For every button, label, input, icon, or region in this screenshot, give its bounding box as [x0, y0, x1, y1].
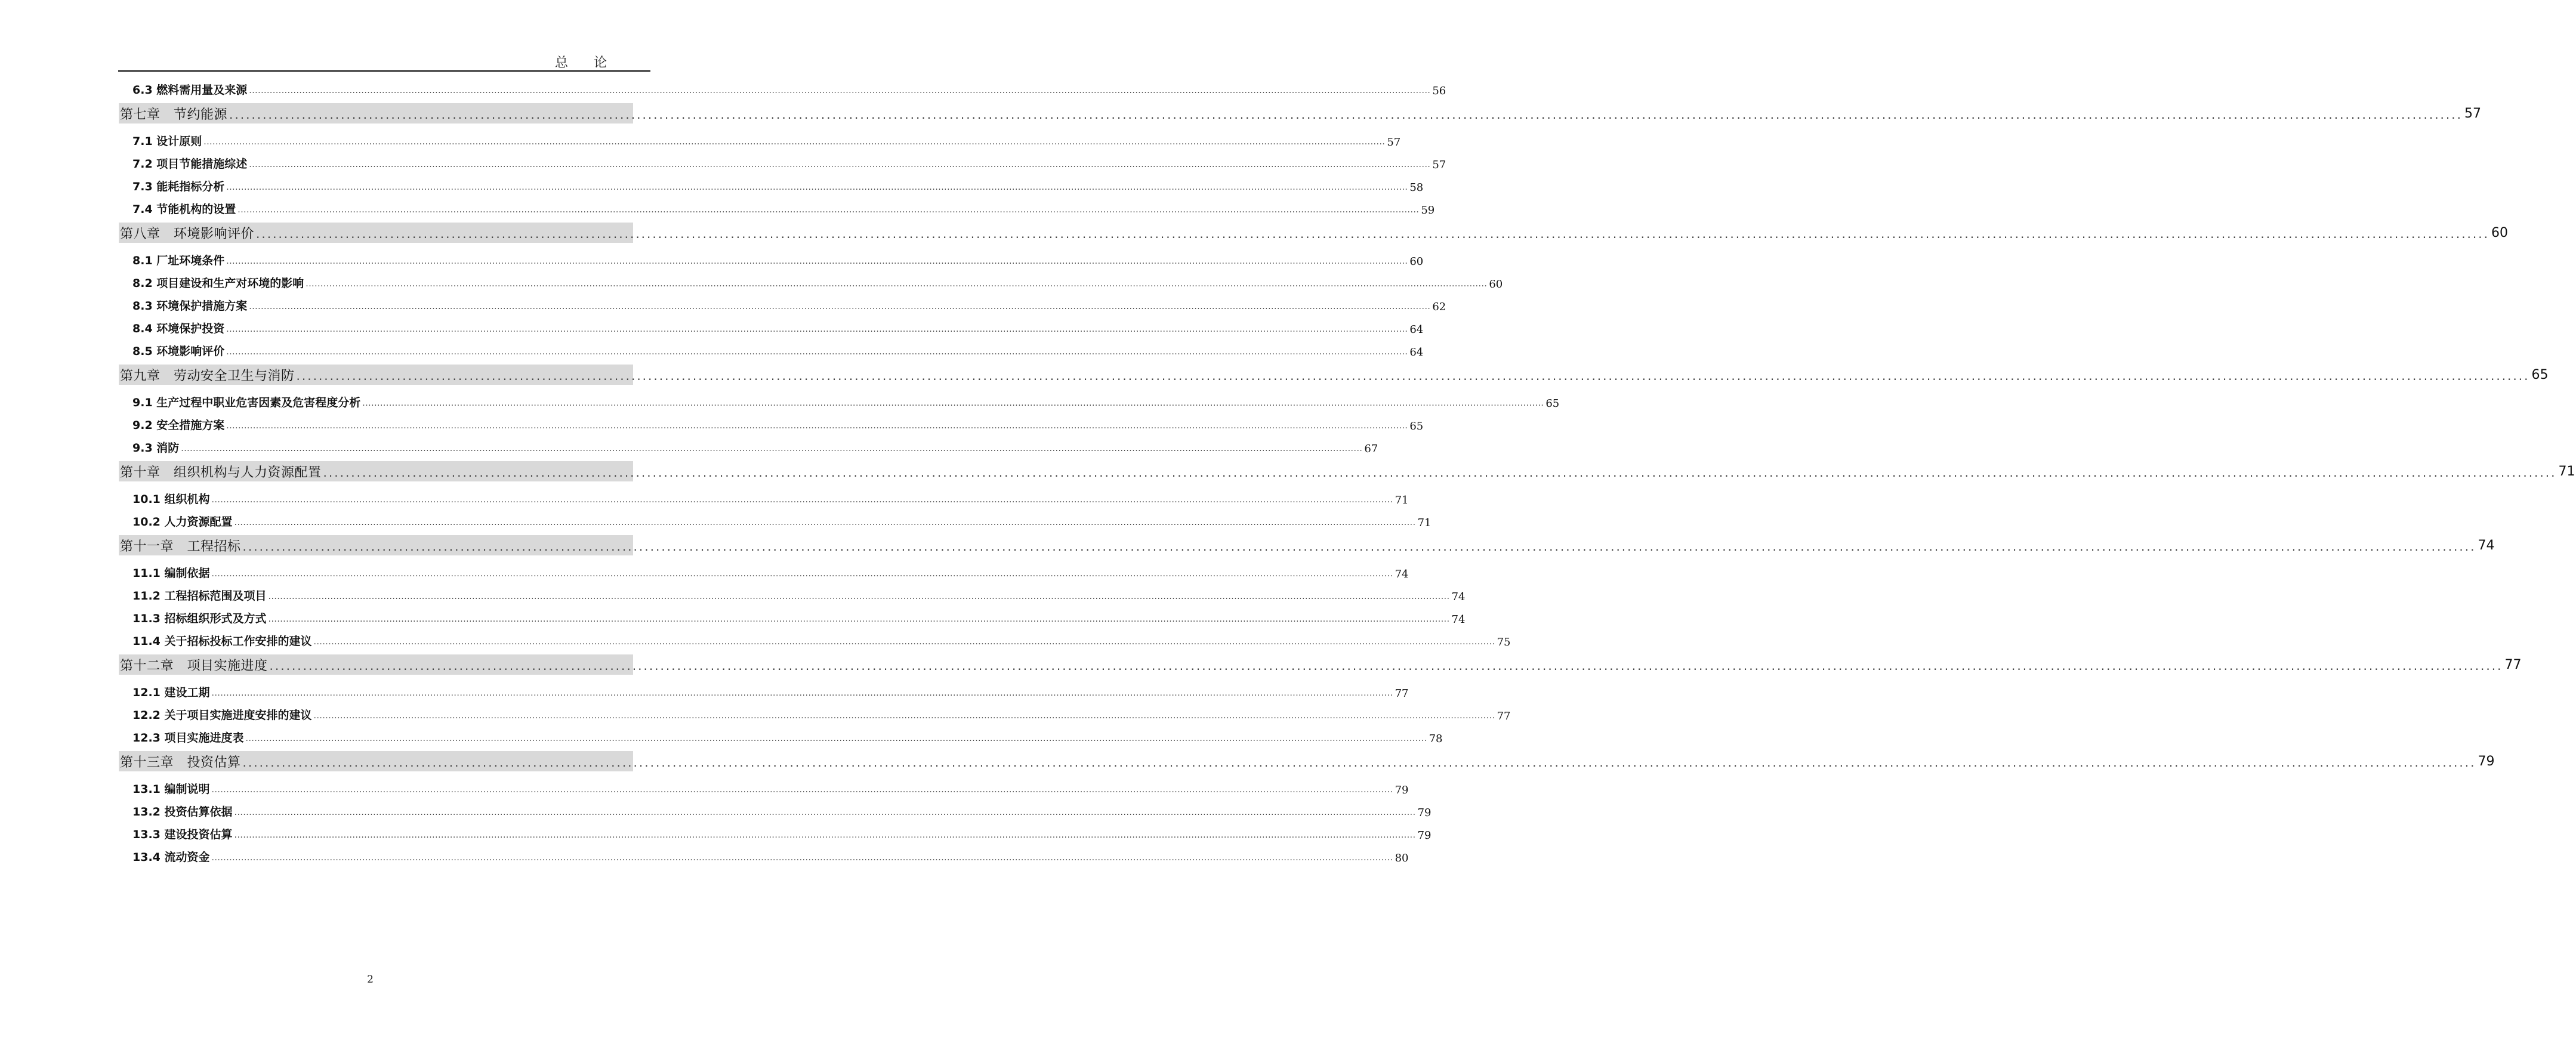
- toc-dot-leader: ................................................................................................................................................................................................................................................................................................................................................................................................................: [234, 518, 1416, 527]
- toc-entry-page-number: 65: [1409, 420, 1424, 433]
- toc-dot-leader: ................................................................................................................................................................................................................................................................................................................................................................................................................: [226, 183, 1408, 192]
- toc-entry-label: 7.3 能耗指标分析: [132, 180, 225, 193]
- toc-dot-leader: ................................................................................................................................................................................................................................................................................................................................................................................................................: [237, 205, 1420, 215]
- toc-entry-page-number: 57: [2464, 106, 2481, 121]
- toc-entry-page-number: 79: [1395, 784, 1409, 796]
- toc-chapter-entry[interactable]: [119, 461, 2575, 481]
- toc-dot-leader: ................................................................................................................................................................................................................................................................................................................................................................................................................: [234, 808, 1416, 817]
- toc-chapter-entry[interactable]: [119, 654, 2522, 675]
- toc-entry-page-number: 65: [1545, 397, 1560, 410]
- toc-entry-page-number: 77: [1497, 710, 1511, 722]
- toc-dot-leader: ................................................................................................................................................................................................................................................................................................................................................................................................................: [211, 853, 1393, 863]
- toc-entry-label: 9.2 安全措施方案: [132, 419, 225, 432]
- toc-dot-leader: ................................................................................................................................................................................................................................................................................................................................................................................................................: [211, 688, 1393, 698]
- toc-dot-leader: ................................................................................................................................................................................................................................................................................................................................................................................................................: [245, 734, 1427, 743]
- toc-dot-leader: ................................................................................................................................................................................................................................................................................................................................................................................................................: [226, 325, 1408, 334]
- toc-chapter-entry[interactable]: [119, 751, 2495, 771]
- toc-section-entry[interactable]: [132, 705, 1511, 722]
- toc-section-entry[interactable]: [132, 682, 1409, 700]
- toc-entry-page-number: 71: [1417, 517, 1432, 529]
- toc-entry-label: 8.4 环境保护投资: [132, 322, 225, 335]
- toc-entry-label: 第七章 节约能源: [120, 107, 228, 122]
- toc-entry-label: 第九章 劳动安全卫生与消防: [120, 368, 295, 384]
- toc-entry-page-number: 57: [1432, 159, 1446, 171]
- toc-entry-page-number: 79: [2478, 753, 2495, 769]
- toc-entry-page-number: 60: [1489, 278, 1503, 291]
- toc-entry-label: 第十二章 项目实施进度: [120, 658, 268, 674]
- toc-section-entry[interactable]: [132, 437, 1378, 455]
- toc-dot-leader: ................................................................................................................................................................................................................................................................................................................................................................................................................: [181, 444, 1363, 453]
- toc-entry-page-number: 79: [1417, 829, 1432, 842]
- toc-section-entry[interactable]: [132, 153, 1446, 171]
- toc-section-entry[interactable]: [132, 824, 1432, 842]
- toc-section-entry[interactable]: [132, 273, 1503, 291]
- toc-dot-leader: ................................................................................................................................................................................................................................................................................................................................................................................................................: [249, 160, 1431, 169]
- toc-entry-label: 10.2 人力资源配置: [132, 515, 233, 529]
- toc-entry-label: 12.3 项目实施进度表: [132, 731, 244, 745]
- toc-entry-label: 11.4 关于招标投标工作安排的建议: [132, 635, 312, 648]
- toc-dot-leader: ................................................................................................................................................................................................................................................................................................................................................................................................................: [242, 755, 2476, 770]
- toc-entry-label: 8.2 项目建设和生产对环境的影响: [132, 277, 304, 290]
- toc-section-entry[interactable]: [132, 631, 1511, 648]
- toc-section-entry[interactable]: [132, 801, 1432, 819]
- toc-entry-page-number: 62: [1432, 301, 1446, 313]
- toc-entry-label: 8.1 厂址环境条件: [132, 254, 225, 267]
- toc-entry-page-number: 57: [1387, 136, 1401, 149]
- toc-entry-label: 12.2 关于项目实施进度安排的建议: [132, 709, 312, 722]
- toc-dot-leader: ................................................................................................................................................................................................................................................................................................................................................................................................................: [249, 302, 1431, 311]
- toc-section-entry[interactable]: [132, 779, 1409, 796]
- toc-dot-leader: ................................................................................................................................................................................................................................................................................................................................................................................................................: [229, 107, 2463, 122]
- toc-chapter-entry[interactable]: [119, 535, 2495, 555]
- toc-dot-leader: ................................................................................................................................................................................................................................................................................................................................................................................................................: [362, 399, 1544, 408]
- toc-entry-label: 11.2 工程招标范围及项目: [132, 589, 267, 603]
- toc-section-entry[interactable]: [132, 415, 1424, 433]
- toc-entry-label: 11.1 编制依据: [132, 567, 210, 580]
- toc-section-entry[interactable]: [132, 318, 1424, 336]
- toc-entry-page-number: 74: [1451, 613, 1466, 626]
- toc-dot-leader: ................................................................................................................................................................................................................................................................................................................................................................................................................: [269, 659, 2503, 673]
- toc-entry-page-number: 60: [2491, 225, 2508, 240]
- toc-entry-page-number: 67: [1364, 443, 1378, 455]
- toc-entry-label: 7.1 设计原则: [132, 135, 202, 148]
- toc-dot-leader: ................................................................................................................................................................................................................................................................................................................................................................................................................: [226, 257, 1408, 266]
- toc-entry-label: 第十章 组织机构与人力资源配置: [120, 465, 322, 480]
- toc-entry-page-number: 71: [1395, 494, 1409, 506]
- toc-entry-page-number: 64: [1409, 323, 1424, 336]
- toc-section-entry[interactable]: [132, 489, 1409, 506]
- toc-entry-label: 9.1 生产过程中职业危害因素及危害程度分析: [132, 396, 361, 409]
- toc-entry-page-number: 75: [1497, 636, 1511, 648]
- toc-dot-leader: ................................................................................................................................................................................................................................................................................................................................................................................................................: [211, 495, 1393, 505]
- toc-entry-label: 第十三章 投资估算: [120, 755, 241, 770]
- toc-section-entry[interactable]: [132, 79, 1446, 97]
- toc-dot-leader: ................................................................................................................................................................................................................................................................................................................................................................................................................: [323, 465, 2557, 480]
- toc-entry-page-number: 74: [1451, 591, 1466, 603]
- toc-entry-page-number: 77: [1395, 687, 1409, 700]
- toc-section-entry[interactable]: [132, 847, 1409, 864]
- toc-dot-leader: ................................................................................................................................................................................................................................................................................................................................................................................................................: [234, 830, 1416, 840]
- toc-entry-label: 10.1 组织机构: [132, 493, 210, 506]
- toc-section-entry[interactable]: [132, 585, 1466, 603]
- toc-entry-label: 第十一章 工程招标: [120, 539, 241, 554]
- toc-entry-label: 第八章 环境影响评价: [120, 226, 255, 242]
- toc-entry-label: 13.4 流动资金: [132, 851, 210, 864]
- header-rule: [118, 70, 650, 72]
- toc-dot-leader: ................................................................................................................................................................................................................................................................................................................................................................................................................: [313, 711, 1495, 721]
- toc-section-entry[interactable]: [132, 176, 1424, 194]
- toc-section-entry[interactable]: [132, 608, 1466, 626]
- toc-entry-label: 13.2 投资估算依据: [132, 805, 233, 819]
- toc-dot-leader: ................................................................................................................................................................................................................................................................................................................................................................................................................: [226, 421, 1408, 431]
- toc-section-entry[interactable]: [132, 341, 1424, 359]
- toc-entry-page-number: 80: [1395, 852, 1409, 864]
- toc-entry-page-number: 65: [2531, 367, 2549, 382]
- toc-entry-page-number: 64: [1409, 346, 1424, 359]
- toc-dot-leader: ................................................................................................................................................................................................................................................................................................................................................................................................................: [242, 539, 2476, 554]
- toc-dot-leader: ................................................................................................................................................................................................................................................................................................................................................................................................................: [249, 86, 1431, 95]
- toc-dot-leader: ................................................................................................................................................................................................................................................................................................................................................................................................................: [306, 279, 1488, 289]
- toc-entry-label: 13.3 建设投资估算: [132, 828, 233, 841]
- toc-dot-leader: ................................................................................................................................................................................................................................................................................................................................................................................................................: [296, 369, 2530, 383]
- toc-dot-leader: ................................................................................................................................................................................................................................................................................................................................................................................................................: [211, 785, 1393, 795]
- toc-entry-page-number: 59: [1421, 204, 1435, 217]
- toc-entry-label: 7.4 节能机构的设置: [132, 203, 236, 216]
- toc-entry-page-number: 56: [1432, 85, 1446, 97]
- toc-chapter-entry[interactable]: [119, 365, 2549, 385]
- toc-section-entry[interactable]: [132, 563, 1409, 580]
- toc-entry-label: 9.3 消防: [132, 441, 180, 455]
- toc-dot-leader: ................................................................................................................................................................................................................................................................................................................................................................................................................: [203, 137, 1386, 147]
- toc-entry-page-number: 74: [2478, 538, 2495, 553]
- toc-dot-leader: ................................................................................................................................................................................................................................................................................................................................................................................................................: [211, 569, 1393, 579]
- toc-chapter-entry[interactable]: [119, 223, 2508, 243]
- toc-entry-label: 6.3 燃料需用量及来源: [132, 84, 248, 97]
- toc-section-entry[interactable]: [132, 250, 1424, 268]
- toc-entry-label: 13.1 编制说明: [132, 783, 210, 796]
- toc-section-entry[interactable]: [132, 727, 1443, 745]
- toc-entry-label: 8.3 环境保护措施方案: [132, 299, 248, 313]
- toc-entry-page-number: 74: [1395, 568, 1409, 580]
- toc-dot-leader: ................................................................................................................................................................................................................................................................................................................................................................................................................: [268, 592, 1450, 601]
- toc-entry-page-number: 60: [1409, 255, 1424, 268]
- toc-entry-page-number: 71: [2558, 464, 2575, 479]
- toc-dot-leader: ................................................................................................................................................................................................................................................................................................................................................................................................................: [256, 227, 2489, 241]
- toc-section-entry[interactable]: [132, 511, 1432, 529]
- toc-entry-label: 12.1 建设工期: [132, 686, 210, 699]
- toc-entry-page-number: 78: [1429, 733, 1443, 745]
- toc-section-entry[interactable]: [132, 295, 1446, 313]
- toc-entry-page-number: 79: [1417, 807, 1432, 819]
- toc-section-entry[interactable]: [132, 131, 1401, 149]
- toc-entry-label: 7.2 项目节能措施综述: [132, 157, 248, 171]
- toc-dot-leader: ................................................................................................................................................................................................................................................................................................................................................................................................................: [268, 614, 1450, 624]
- toc-section-entry[interactable]: [132, 199, 1435, 217]
- running-header-title: 总 论: [555, 55, 618, 70]
- toc-dot-leader: ................................................................................................................................................................................................................................................................................................................................................................................................................: [226, 347, 1408, 357]
- toc-dot-leader: ................................................................................................................................................................................................................................................................................................................................................................................................................: [313, 637, 1495, 647]
- toc-section-entry[interactable]: [132, 392, 1560, 410]
- toc-entry-page-number: 77: [2504, 657, 2522, 672]
- toc-entry-label: 11.3 招标组织形式及方式: [132, 612, 267, 625]
- toc-chapter-entry[interactable]: [119, 103, 2481, 123]
- toc-entry-label: 8.5 环境影响评价: [132, 345, 225, 358]
- page-number: 2: [367, 974, 374, 986]
- toc-entry-page-number: 58: [1409, 181, 1424, 194]
